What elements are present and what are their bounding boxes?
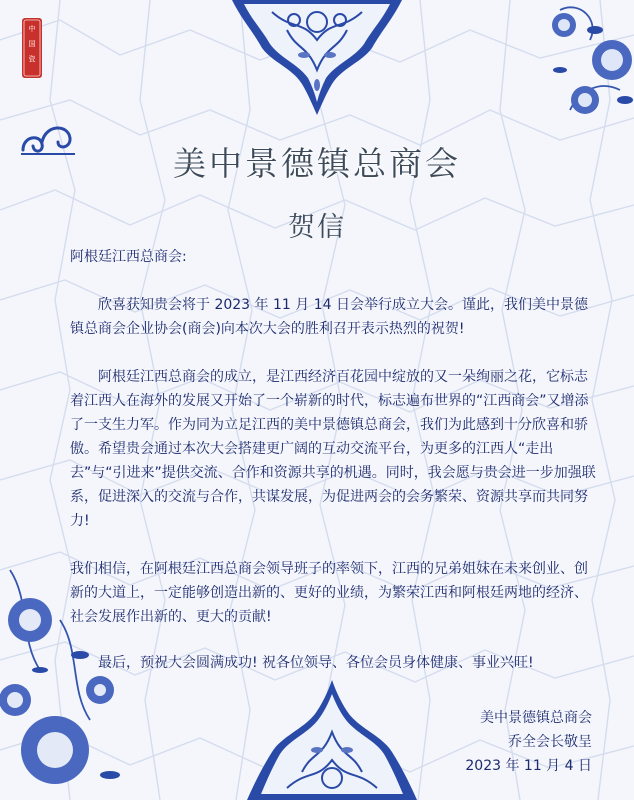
porcelain-bottom-ornament bbox=[247, 680, 417, 800]
porcelain-top-ornament bbox=[232, 0, 402, 115]
document-subtitle: 贺信 bbox=[288, 212, 346, 243]
signature-organization: 美中景德镇总商会 bbox=[480, 710, 592, 726]
red-seal-stamp bbox=[20, 16, 44, 80]
letter-paragraph: 我们相信，在阿根廷江西总商会领导班子的率领下，江西的兄弟姐妹在未来创业、创新的大道上，一定能够创造出新的、更好的业绩，为繁荣江西和阿根廷两地的经济、社会发展作出新的、更大的贡献! bbox=[70, 561, 588, 625]
letter-paragraph: 欣喜获知贵会将于 2023 年 11 月 14 日会举行成立大会。谨此，我们美中景德镇总商会企业协会(商会)向本次大会的胜利召开表示热烈的祝贺! bbox=[70, 297, 588, 337]
letter-paragraph: 最后，预祝大会圆满成功! 祝各位领导、各位会员身体健康、事业兴旺! bbox=[98, 655, 534, 671]
letter-salutation: 阿根廷江西总商会: bbox=[70, 249, 187, 265]
letter-paragraph: 阿根廷江西总商会的成立，是江西经济百花园中绽放的又一朵绚丽之花，它标志着江西人在海外的发展又开始了一个崭新的时代，标志遍布世界的“江西商会”又增添了一支生力军。作为同为立足江西的美中景德镇总商会，我们为此感到十分欣喜和骄傲。希望贵会通过本次大会搭建更广阔的互动交流平台，为更多的江西人“走出去”与“引进来”提供交流、合作和资源共享的机遇。同时，我会愿与贵会进一步加强联系，促进深入的交流与合作，共谋发展，为促进两会的会务繁荣、资源共享而共同努力! bbox=[70, 369, 596, 529]
svg-text:中: 中 bbox=[28, 25, 36, 33]
document-title: 美中景德镇总商会 bbox=[173, 144, 461, 183]
svg-text:瓷: 瓷 bbox=[28, 55, 36, 63]
signature-date: 2023 年 11 月 4 日 bbox=[465, 758, 592, 774]
signature-block bbox=[465, 706, 592, 778]
peony-flower-decoration-top-right bbox=[540, 0, 634, 135]
svg-text:国: 国 bbox=[28, 40, 36, 48]
signature-signer: 乔全会长敬呈 bbox=[508, 734, 592, 750]
